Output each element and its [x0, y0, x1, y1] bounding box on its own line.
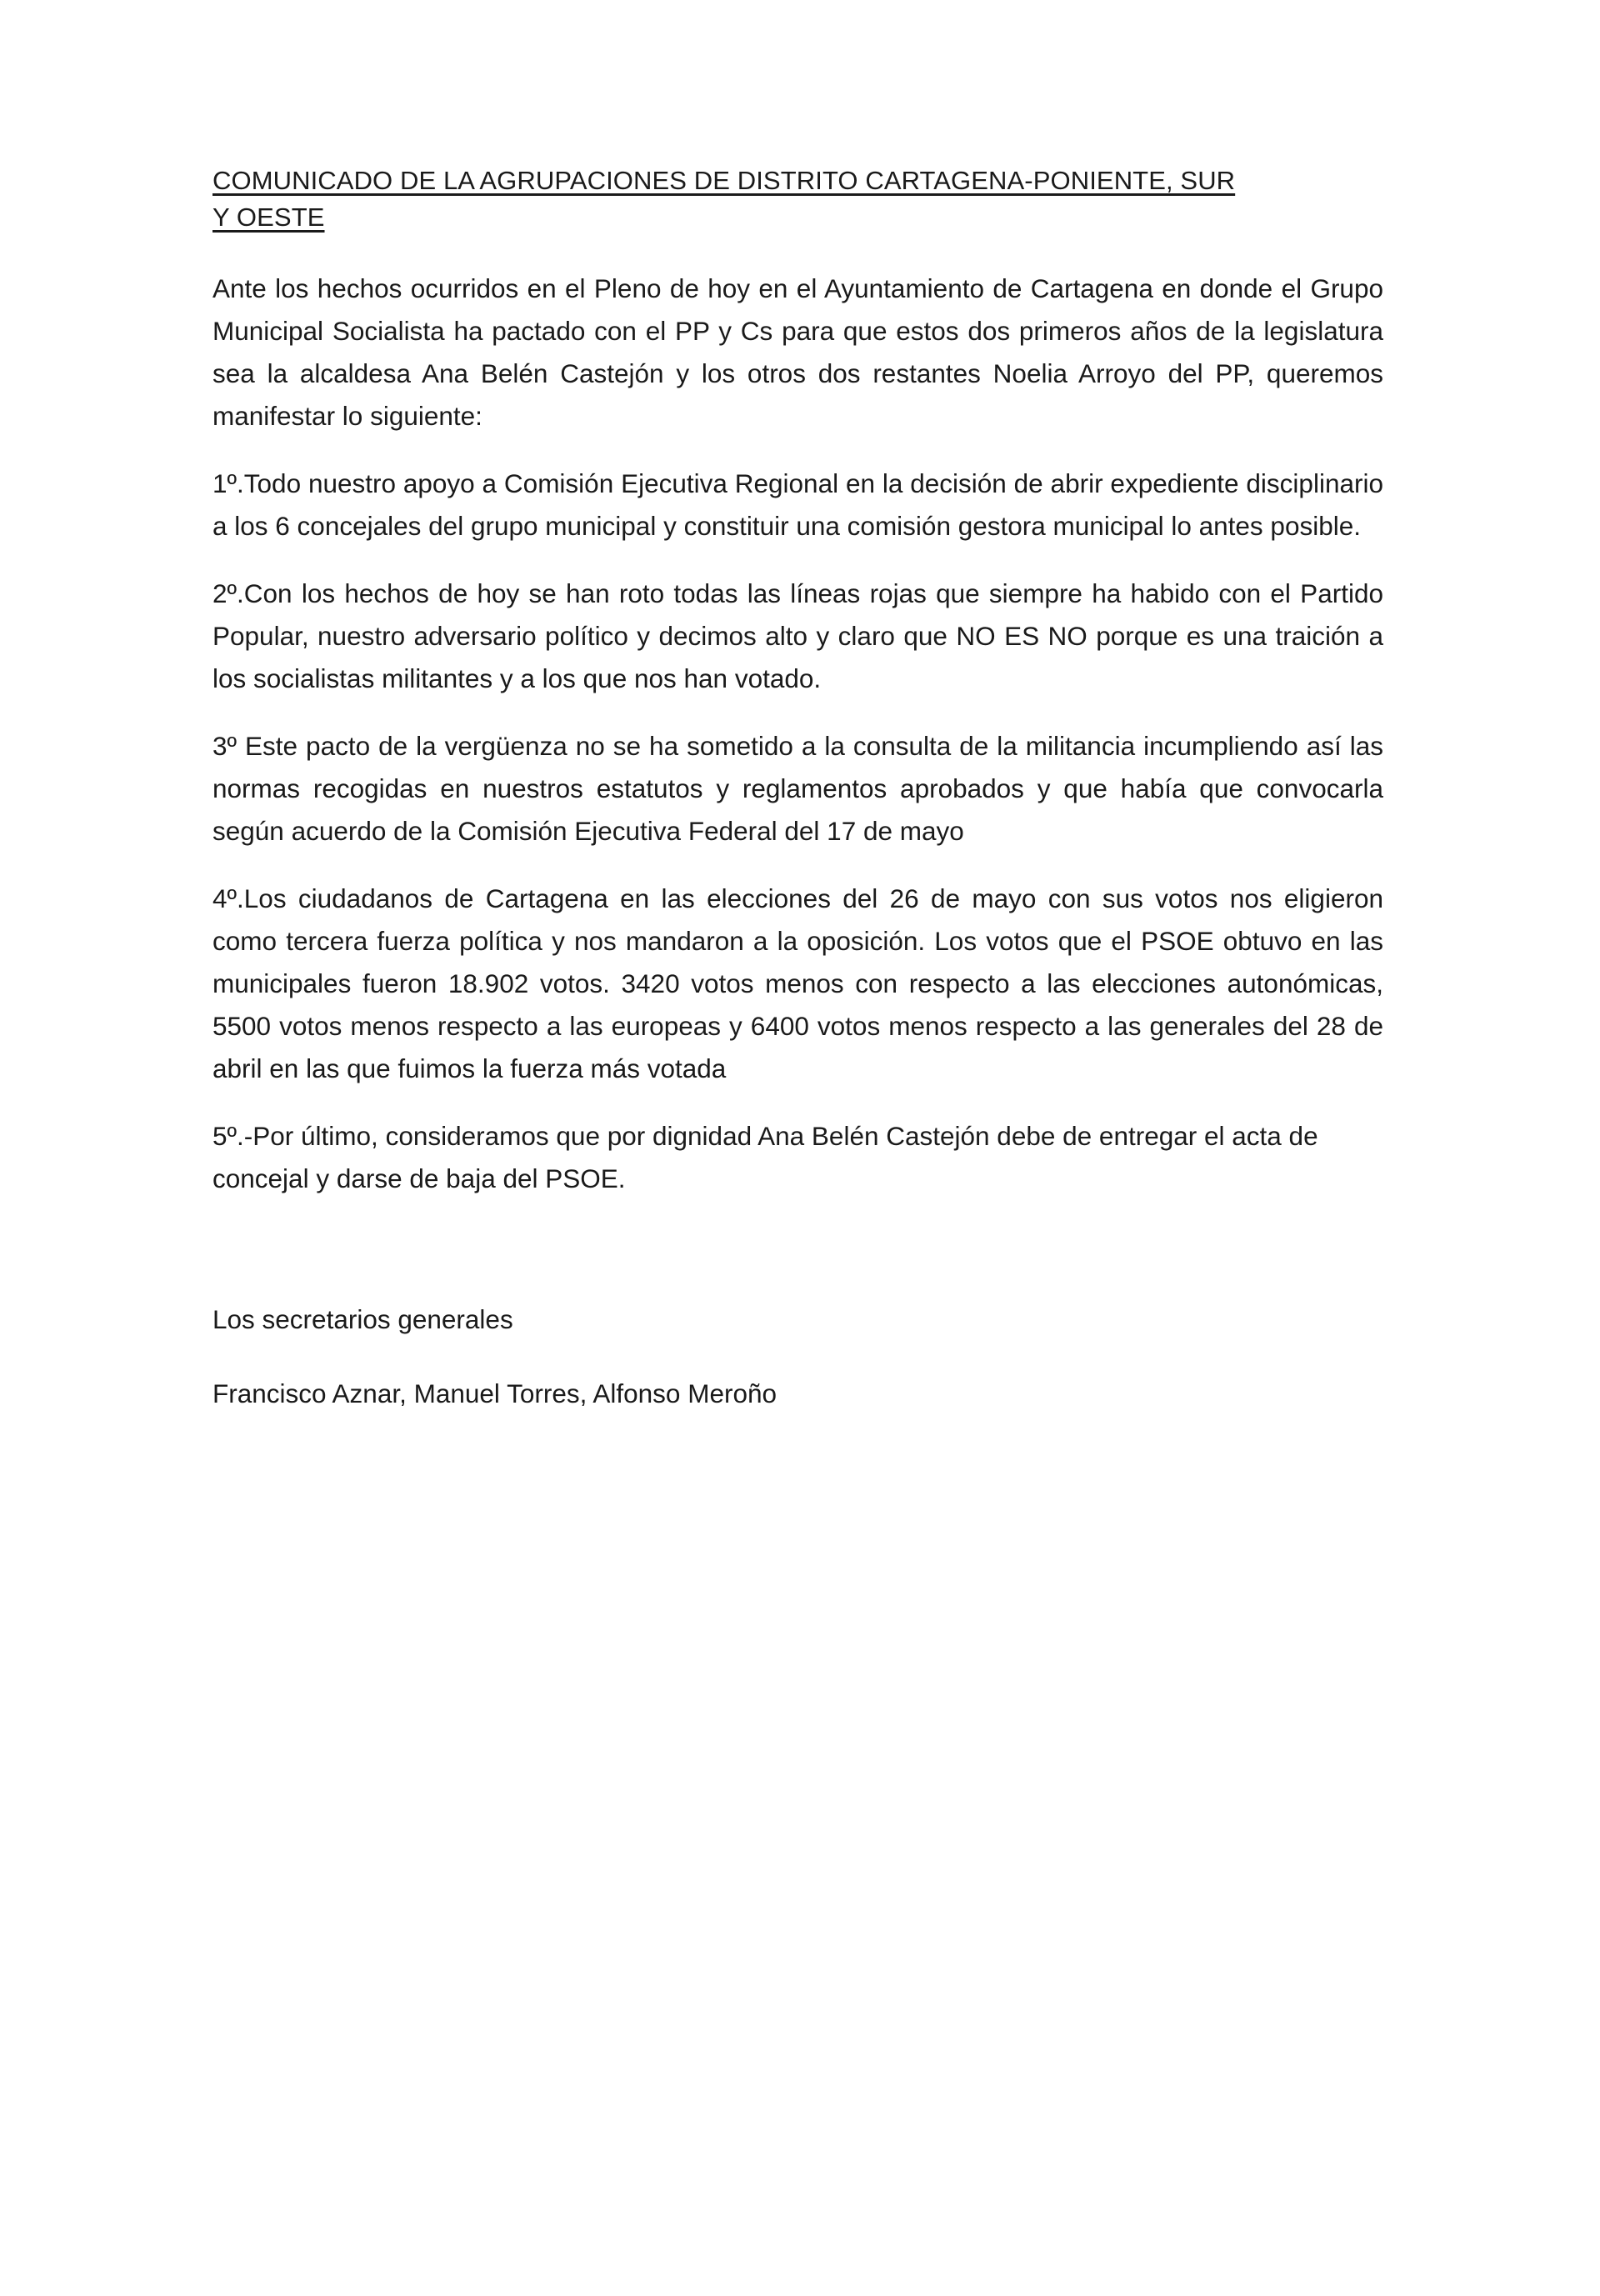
signature-block [212, 1298, 1388, 1415]
page-title: COMUNICADO DE LA AGRUPACIONES DE DISTRITO CARTAGENA-PONIENTE, SUR Y OESTE [212, 166, 1236, 233]
paragraph-point-5: 5º.-Por último, consideramos que por dignidad Ana Belén Castejón debe de entregar el acta de concejal y darse de baja del PSOE. [212, 1121, 1318, 1194]
paragraph-point-3: 3º Este pacto de la vergüenza no se ha sometido a la consulta de la militancia incumpliendo así las normas recogidas en nuestros estatutos y reglamentos aprobados y que había que convocarla según acuerdo de la Comisión Ejecutiva Federal del 17 de mayo [212, 731, 1383, 847]
paragraph-point-2: 2º.Con los hechos de hoy se han roto todas las líneas rojas que siempre ha habido con el Partido Popular, nuestro adversario político y decimos alto y claro que NO ES NO porque es una traición a los socialistas militantes y a los que nos han votado. [212, 578, 1383, 694]
paragraph-point-1: 1º.Todo nuestro apoyo a Comisión Ejecutiva Regional en la decisión de abrir expediente disciplinario a los 6 concejales del grupo municipal y constituir una comisión gestora municipal lo antes posible. [212, 468, 1383, 542]
signature-names: Francisco Aznar, Manuel Torres, Alfonso Meroño [212, 1378, 778, 1409]
paragraph-intro: Ante los hechos ocurridos en el Pleno de hoy en el Ayuntamiento de Cartagena en donde el Grupo Municipal Socialista ha pactado con el PP y Cs para que estos dos primeros años de la legislatura sea la alcaldesa Ana Belén Castejón y los otros dos restantes Noelia Arroyo del PP, queremos manifestar lo siguiente: [212, 273, 1383, 432]
paragraph-point-4: 4º.Los ciudadanos de Cartagena en las elecciones del 26 de mayo con sus votos nos eligieron como tercera fuerza política y nos mandaron a la oposición. Los votos que el PSOE obtuvo en las municipales fueron 18.902 votos. 3420 votos menos con respecto a las elecciones autonómicas, 5500 votos menos respecto a las europeas y 6400 votos menos respecto a las generales del 28 de abril en las que fuimos la fuerza más votada [212, 883, 1383, 1084]
signature-role: Los secretarios generales [212, 1304, 513, 1335]
